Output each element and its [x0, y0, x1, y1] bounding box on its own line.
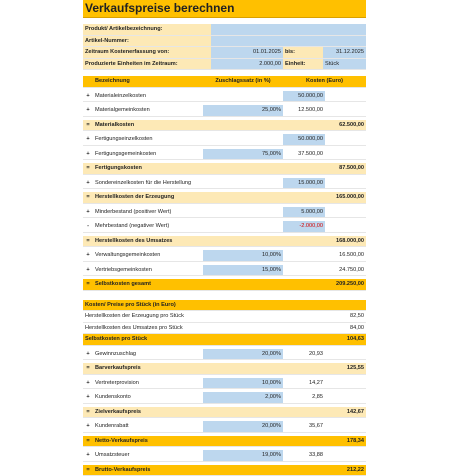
row-label: Umsatzsteuer	[93, 450, 203, 461]
row-label: Kundenrabatt	[93, 421, 203, 432]
header-zuschlag: Zuschlagssatz (in %)	[203, 76, 283, 87]
herst-ums-label: Herstellkosten des Umsatzes pro Stück	[83, 323, 283, 334]
selbst-stueck-value: 104,63	[283, 334, 366, 345]
row-label: Selbstkosten gesamt	[93, 279, 203, 290]
amount-value: 33,88	[283, 450, 325, 461]
row-label: Barverkaufspreis	[93, 363, 203, 374]
stueck-header	[83, 300, 366, 312]
sheet-title: Verkaufspreise berechnen	[83, 0, 366, 18]
row-label: Vertriebsgemeinkosten	[93, 265, 203, 276]
row-sign: +	[83, 421, 93, 432]
table-row	[83, 392, 366, 404]
table-row	[83, 450, 366, 462]
percent-input[interactable]: 10,00%	[203, 378, 283, 389]
row-label: Fertigungseinzelkosten	[93, 134, 203, 145]
table-row	[83, 407, 366, 419]
row-sign: +	[83, 265, 93, 276]
price-rows	[83, 346, 366, 476]
table-row	[83, 105, 366, 117]
percent-input[interactable]: 2,00%	[203, 392, 283, 403]
info-row-produkt	[83, 24, 366, 36]
row-label: Brutto-Verkaufspreis	[93, 465, 203, 476]
table-row	[83, 120, 366, 132]
row-sign: -	[83, 221, 93, 232]
table-row	[83, 149, 366, 161]
header-bezeichnung: Bezeichnung	[93, 76, 203, 87]
table-row	[83, 465, 366, 476]
zeitraum-von-input[interactable]: 01.01.2025	[211, 47, 283, 58]
total-value: 209.250,00	[325, 279, 366, 290]
row-label: Minderbestand (positiver Wert)	[93, 207, 203, 218]
table-row	[83, 265, 366, 277]
table-row	[83, 91, 366, 103]
row-label: Materialkosten	[93, 120, 203, 131]
percent-input[interactable]: 19,00%	[203, 450, 283, 461]
row-sign: =	[83, 236, 93, 247]
row-label: Fertigungskosten	[93, 163, 203, 174]
amount-value: 35,67	[283, 421, 325, 432]
row-sign: +	[83, 105, 93, 116]
table-row	[83, 134, 366, 146]
row-label: Herstellkosten der Erzeugung	[93, 192, 203, 203]
row-sign: +	[83, 450, 93, 461]
row-sign: +	[83, 250, 93, 261]
table-row	[83, 178, 366, 190]
cost-value: 12.500,00	[283, 105, 325, 116]
table-row	[83, 236, 366, 248]
produkt-input[interactable]	[211, 24, 366, 35]
row-label: Materialgemeinkosten	[93, 105, 203, 116]
cost-rows	[83, 88, 366, 291]
percent-input[interactable]: 15,00%	[203, 265, 283, 276]
table-row	[83, 378, 366, 390]
stueck-herst-erz	[83, 311, 366, 323]
row-sign: =	[83, 120, 93, 131]
cost-value[interactable]: 50.000,00	[283, 91, 325, 102]
table-row	[83, 250, 366, 262]
artikel-input[interactable]	[211, 36, 366, 47]
table-row	[83, 163, 366, 175]
total-value: 212,22	[325, 465, 366, 476]
info-row-einheiten	[83, 59, 366, 71]
row-sign: =	[83, 465, 93, 476]
row-sign: +	[83, 378, 93, 389]
percent-input[interactable]: 75,00%	[203, 149, 283, 160]
row-sign: =	[83, 192, 93, 203]
row-label: Mehrbestand (negativer Wert)	[93, 221, 203, 232]
row-label: Zielverkaufspreis	[93, 407, 203, 418]
table-row	[83, 192, 366, 204]
row-sign: +	[83, 91, 93, 102]
percent-input[interactable]: 25,00%	[203, 105, 283, 116]
row-label: Verwaltungsgemeinkosten	[93, 250, 203, 261]
row-label: Sondereinzelkosten für die Herstellung	[93, 178, 203, 189]
row-sign: +	[83, 178, 93, 189]
header-kosten: Kosten (Euro)	[283, 76, 366, 87]
row-sign: =	[83, 363, 93, 374]
stueck-selbst	[83, 334, 366, 346]
row-sign: =	[83, 279, 93, 290]
info-row-zeitraum	[83, 47, 366, 59]
percent-input[interactable]: 20,00%	[203, 349, 283, 360]
artikel-label: Artikel-Nummer:	[83, 36, 211, 47]
einheiten-input[interactable]: 2.000,00	[211, 59, 283, 70]
table-row	[83, 207, 366, 219]
amount-value: 2,85	[283, 392, 325, 403]
einheiten-label: Produzierte Einheiten im Zeitraum:	[83, 59, 211, 70]
total-value: 168.000,00	[325, 236, 366, 247]
cost-value[interactable]: 50.000,00	[283, 134, 325, 145]
table-row	[83, 349, 366, 361]
row-sign: +	[83, 149, 93, 160]
row-label: Materialeinzelkosten	[93, 91, 203, 102]
row-label: Herstellkosten des Umsatzes	[93, 236, 203, 247]
row-sign: +	[83, 349, 93, 360]
total-value: 62.500,00	[325, 120, 366, 131]
row-label: Netto-Verkaufspreis	[93, 436, 203, 447]
stueck-herst-ums	[83, 323, 366, 335]
cost-value[interactable]: 15.000,00	[283, 178, 325, 189]
table-header	[83, 76, 366, 88]
info-row-artikel	[83, 36, 366, 48]
total-value: 87.500,00	[325, 163, 366, 174]
selbst-stueck-label: Selbstkosten pro Stück	[83, 334, 283, 345]
total-value: 142,67	[325, 407, 366, 418]
row-sign: =	[83, 163, 93, 174]
row-label: Gewinnzuschlag	[93, 349, 203, 360]
total-value: 165.000,00	[325, 192, 366, 203]
row-label: Fertigungsgemeinkosten	[93, 149, 203, 160]
total-value: 178,34	[325, 436, 366, 447]
bis-label: bis:	[283, 47, 323, 58]
total-value: 125,55	[325, 363, 366, 374]
cost-value[interactable]: -2.000,00	[283, 221, 325, 232]
table-row	[83, 279, 366, 291]
table-row	[83, 363, 366, 375]
stueck-header-label: Kosten/ Preise pro Stück (in Euro)	[83, 300, 366, 311]
calculation-sheet	[83, 0, 366, 476]
total-value: 16.500,00	[325, 250, 366, 261]
table-row	[83, 421, 366, 433]
herst-erz-label: Herstellkosten der Erzeugung pro Stück	[83, 311, 283, 322]
percent-input[interactable]: 10,00%	[203, 250, 283, 261]
row-sign: +	[83, 392, 93, 403]
row-sign: +	[83, 207, 93, 218]
zeitraum-label: Zeitraum Kostenerfassung von:	[83, 47, 211, 58]
produkt-label: Produkt/ Artikelbezeichnung:	[83, 24, 211, 35]
row-sign: +	[83, 134, 93, 145]
einheit-input[interactable]: Stück	[323, 59, 366, 70]
herst-erz-value: 82,50	[283, 311, 366, 322]
row-label: Vertreterprovision	[93, 378, 203, 389]
zeitraum-bis-input[interactable]: 31.12.2025	[323, 47, 366, 58]
total-value: 24.750,00	[325, 265, 366, 276]
row-label: Kundenskonto	[93, 392, 203, 403]
amount-value: 14,27	[283, 378, 325, 389]
table-row	[83, 436, 366, 448]
cost-value: 37.500,00	[283, 149, 325, 160]
herst-ums-value: 84,00	[283, 323, 366, 334]
percent-input[interactable]: 20,00%	[203, 421, 283, 432]
cost-value[interactable]: 5.000,00	[283, 207, 325, 218]
amount-value: 20,93	[283, 349, 325, 360]
einheit-label: Einheit:	[283, 59, 323, 70]
row-sign: =	[83, 436, 93, 447]
table-row	[83, 221, 366, 233]
row-sign: =	[83, 407, 93, 418]
